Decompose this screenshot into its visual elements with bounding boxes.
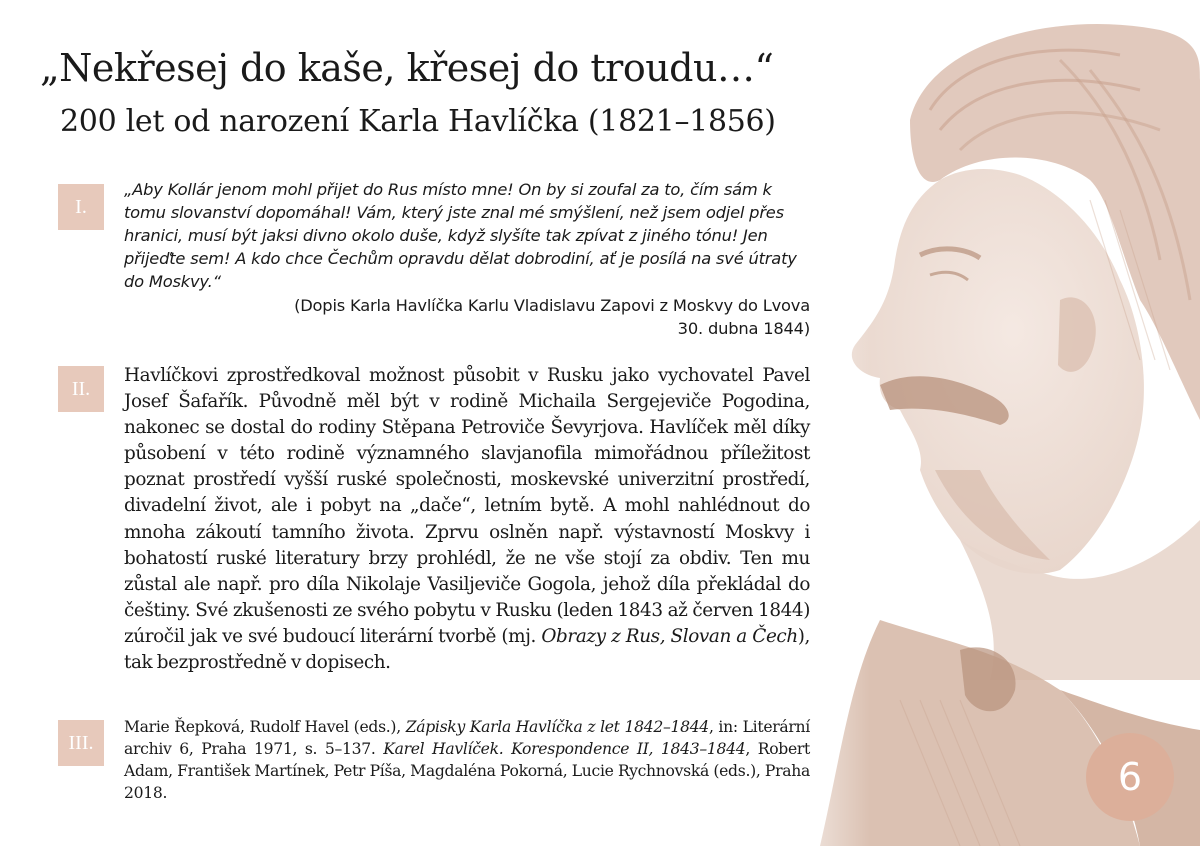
section-marker-2: II.: [58, 366, 104, 412]
quote-source-line-1: (Dopis Karla Havlíčka Karlu Vladislavu Zapovi z Moskvy do Lvova: [294, 296, 810, 315]
ref-part-2: Zápisky Karla Havlíčka z let 1842–1844: [405, 718, 709, 736]
section-marker-3: III.: [58, 720, 104, 766]
quote-source: [124, 294, 810, 340]
ref-part-3: , in: Literární archiv 6, Praha 1971, s. 5–137.: [124, 718, 810, 758]
ref-part-5: , Robert Adam, František Martínek, Petr Píša, Magdaléna Pokorná, Lucie Rychnovská (eds.), Praha 2018.: [124, 740, 811, 802]
ref-part-1: Marie Řepková, Rudolf Havel (eds.),: [124, 718, 406, 736]
quote-source-line-2: 30. dubna 1844): [677, 319, 810, 338]
quote-text: „Aby Kollár jenom mohl přijet do Rus místo mne! On by si zoufal za to, čím sám k tomu slovanství dopomáhal! Vám, který jste znal mé smýšlení, než jsem odjel přes hranici, musí být jaksi divno okolo duše, když slyšíte tak zpívat z jiného tónu! Jen přijeďte sem! A kdo chce Čechům opravdu dělat dobrodiní, ať je posílá na své útraty do Moskvy.“: [124, 180, 797, 291]
body-paragraph: [124, 363, 810, 676]
page-number-badge: 6: [1086, 733, 1174, 821]
body-text-after: ), tak bezprostředně v dopisech.: [124, 625, 811, 674]
references: [124, 716, 810, 804]
page-title: „Nekřesej do kaše, křesej do troudu…“: [40, 46, 774, 90]
section-marker-1: I.: [58, 184, 104, 230]
page-subtitle: 200 let od narození Karla Havlíčka (1821–1856): [60, 104, 776, 139]
ref-part-4: Karel Havlíček. Korespondence II, 1843–1844: [383, 740, 746, 758]
body-text-before: Havlíčkovi zprostředkoval možnost působit v Rusku jako vychovatel Pavel Josef Šafařík. Původně měl být v rodině Michaila Sergejeviče Pogodina, nakonec se dostal do rodiny Stěpana Petroviče Ševyrjova. Havlíček měl díky působení v této rodině významného slavjanofila mimořádnou příležitost poznat prostředí vyšší ruské společnosti, moskevské univerzitní prostředí, divadelní život, ale i pobyt na „dače“, letním bytě. A mohl nahlédnout do mnoha zákoutí tamního života. Zprvu oslněn např. výstavností Moskvy i bohatostí ruské literatury brzy prohlédl, že ne vše stojí za obdiv. Ten mu zůstal ale např. pro díla Nikolaje Vasiljeviče Gogola, jehož díla překládal do češtiny. Své zkušenosti ze svého pobytu v Rusku (leden 1843 až červen 1844) zúročil jak ve své budoucí literární tvorbě (mj.: [124, 365, 810, 647]
body-text-italic: Obrazy z Rus, Slovan a Čech: [541, 625, 798, 647]
